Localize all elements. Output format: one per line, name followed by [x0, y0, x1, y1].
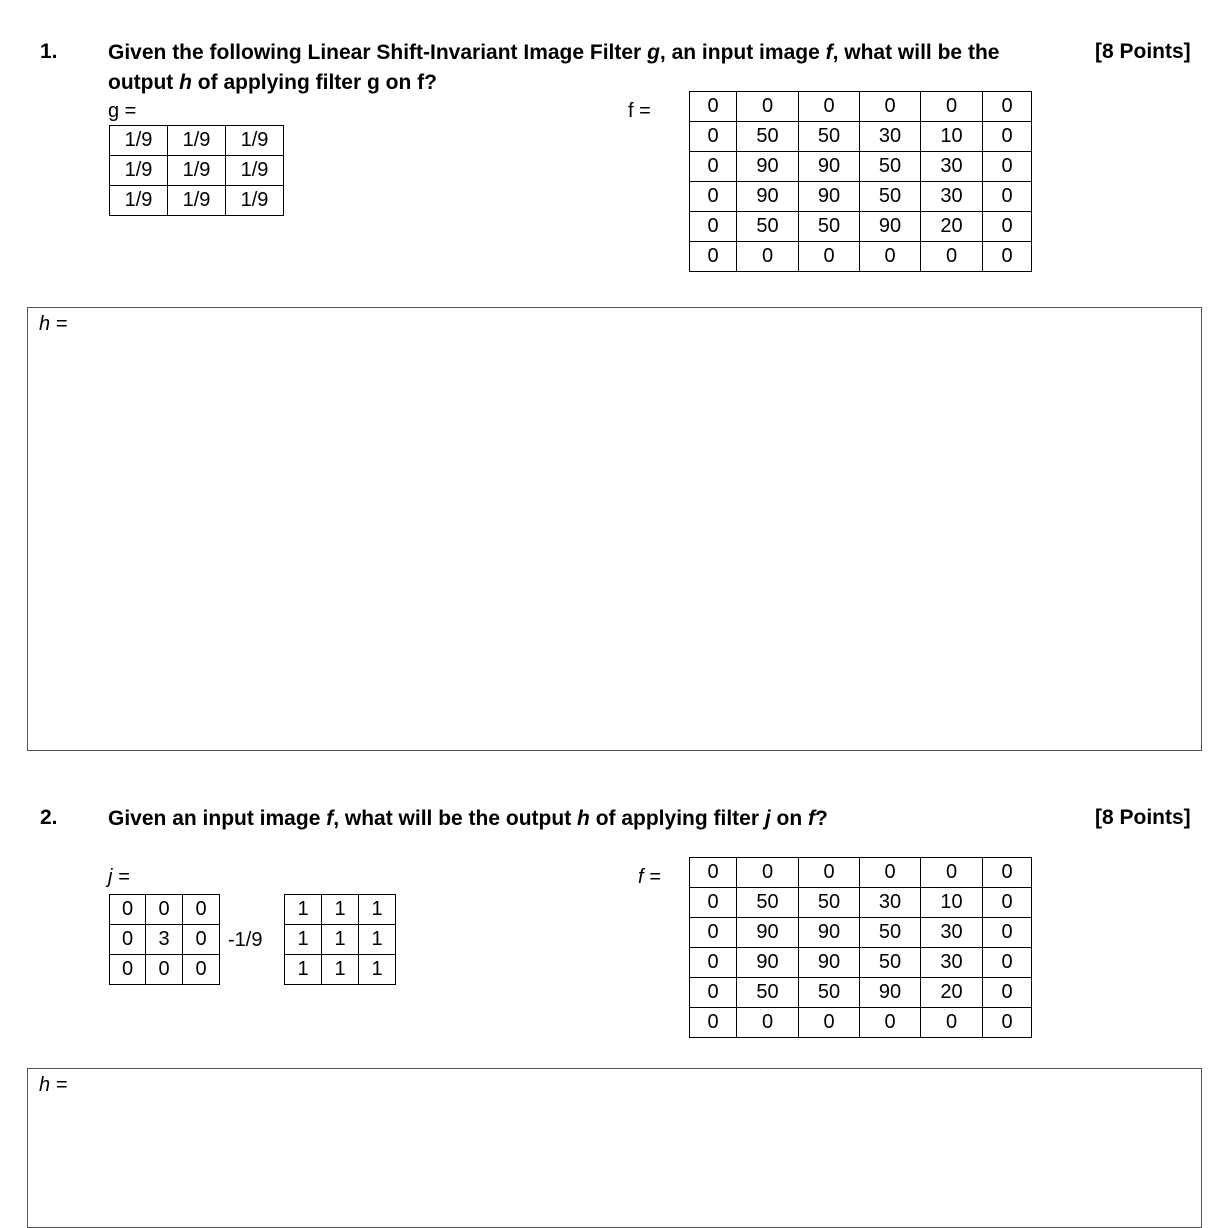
f-matrix-2-row: [690, 1008, 1032, 1038]
f-matrix-1-cell: 30: [860, 122, 921, 152]
f-matrix-1-row: [690, 152, 1032, 182]
f-matrix-2-cell: 0: [983, 1008, 1032, 1038]
f-matrix-2-cell: 0: [690, 948, 737, 978]
f-matrix-2-cell: 90: [737, 948, 799, 978]
f-matrix-1-row: [690, 242, 1032, 272]
f-matrix-1-cell: 0: [737, 242, 799, 272]
j-matrix-a-cell: 0: [110, 925, 146, 955]
j-matrix-b-cell: 1: [285, 955, 322, 985]
j-matrix-a-cell: 0: [110, 955, 146, 985]
f-matrix-1-row: [690, 92, 1032, 122]
f-matrix-1-cell: 20: [921, 212, 983, 242]
f-matrix-2-cell: 50: [737, 888, 799, 918]
j-matrix-b-cell: 1: [322, 925, 359, 955]
f-matrix-1-cell: 0: [690, 182, 737, 212]
question-1-line-2: output h of applying filter g on f?: [108, 71, 437, 94]
j-matrix-b-row: [285, 955, 396, 985]
g-matrix-cell: 1/9: [168, 156, 226, 186]
f-matrix-2-cell: 0: [799, 858, 860, 888]
g-matrix-cell: 1/9: [110, 156, 168, 186]
j-matrix-a-cell: 0: [146, 955, 183, 985]
answer-label-2: h =: [39, 1074, 68, 1096]
f-matrix-2-cell: 20: [921, 978, 983, 1008]
f-matrix-2-cell: 10: [921, 888, 983, 918]
f-matrix-1-cell: 0: [921, 92, 983, 122]
j-matrix-b-cell: 1: [359, 895, 396, 925]
f-matrix-2-cell: 50: [737, 978, 799, 1008]
f-matrix-2-cell: 0: [690, 918, 737, 948]
f-matrix-2-cell: 30: [860, 888, 921, 918]
f-matrix-1-cell: 50: [799, 122, 860, 152]
f-matrix-1-cell: 0: [690, 92, 737, 122]
question-1-number: 1.: [40, 40, 58, 63]
f-matrix-1-cell: 90: [799, 152, 860, 182]
f-matrix-1-cell: 90: [737, 152, 799, 182]
g-matrix-row: [110, 156, 284, 186]
g-matrix-row: [110, 186, 284, 216]
j-matrix-a-cell: 3: [146, 925, 183, 955]
j-matrix-a-cell: 0: [146, 895, 183, 925]
f-matrix-1-cell: 30: [921, 182, 983, 212]
g-matrix-cell: 1/9: [110, 126, 168, 156]
g-label: g =: [108, 100, 137, 122]
f-matrix-1-cell: 0: [799, 242, 860, 272]
question-2-text: Given an input image f, what will be the output h of applying filter j on f?: [108, 807, 828, 830]
j-matrix-a-row: [110, 895, 220, 925]
f-label-1: f =: [628, 100, 651, 122]
f-matrix-1-cell: 10: [921, 122, 983, 152]
j-matrix-a-cell: 0: [183, 895, 220, 925]
f-matrix-1-cell: 90: [737, 182, 799, 212]
j-matrix-a-cell: 0: [183, 925, 220, 955]
f-matrix-1-cell: 50: [860, 182, 921, 212]
f-matrix-1-cell: 90: [799, 182, 860, 212]
f-matrix-1-cell: 0: [983, 122, 1032, 152]
j-matrix-a-cell: 0: [110, 895, 146, 925]
j-label: j =: [108, 866, 130, 888]
f-matrix-2-cell: 0: [799, 1008, 860, 1038]
f-matrix-1-cell: 0: [690, 242, 737, 272]
j-matrix-b-cell: 1: [322, 895, 359, 925]
f-matrix-1-cell: 0: [690, 152, 737, 182]
j-matrix-b-cell: 1: [359, 925, 396, 955]
g-matrix-row: [110, 126, 284, 156]
answer-label-1: h =: [39, 313, 68, 335]
j-filter-matrix-a: [109, 894, 220, 985]
f-matrix-2-cell: 0: [983, 978, 1032, 1008]
f-matrix-1-cell: 0: [983, 92, 1032, 122]
f-matrix-1-cell: 0: [860, 92, 921, 122]
question-2-points: [8 Points]: [1095, 806, 1191, 829]
question-1-line-1: Given the following Linear Shift-Invariant Image Filter g, an input image f, what will be the: [108, 41, 1000, 64]
f-matrix-2-row: [690, 918, 1032, 948]
g-matrix-cell: 1/9: [110, 186, 168, 216]
f-matrix-1-cell: 50: [799, 212, 860, 242]
f-matrix-1-cell: 0: [737, 92, 799, 122]
f-matrix-2-cell: 0: [921, 858, 983, 888]
f-matrix-2-cell: 0: [737, 1008, 799, 1038]
g-matrix-cell: 1/9: [168, 126, 226, 156]
f-matrix-2-cell: 50: [860, 948, 921, 978]
j-matrix-a-cell: 0: [183, 955, 220, 985]
f-matrix-1-cell: 90: [860, 212, 921, 242]
f-matrix-1-cell: 50: [737, 122, 799, 152]
f-matrix-2-cell: 90: [799, 918, 860, 948]
f-matrix-2-cell: 30: [921, 918, 983, 948]
f-matrix-2-cell: 0: [737, 858, 799, 888]
f-matrix-1-cell: 0: [799, 92, 860, 122]
question-1-points: [8 Points]: [1095, 40, 1191, 63]
f-matrix-1-cell: 0: [690, 212, 737, 242]
f-matrix-1-row: [690, 122, 1032, 152]
f-matrix-1-cell: 0: [860, 242, 921, 272]
f-matrix-2-row: [690, 858, 1032, 888]
f-matrix-2-cell: 0: [983, 888, 1032, 918]
j-matrix-b-cell: 1: [285, 925, 322, 955]
f-matrix-2-row: [690, 948, 1032, 978]
f-matrix-2-cell: 0: [690, 858, 737, 888]
f-matrix-2-row: [690, 888, 1032, 918]
f-matrix-2-cell: 0: [860, 1008, 921, 1038]
f-matrix-2-cell: 0: [921, 1008, 983, 1038]
f-matrix-2-cell: 0: [860, 858, 921, 888]
f-matrix-1-cell: 0: [983, 242, 1032, 272]
j-matrix-a-row: [110, 925, 220, 955]
f-matrix-1-cell: 0: [983, 152, 1032, 182]
answer-box-2[interactable]: [27, 1068, 1202, 1228]
f-matrix-1-cell: 0: [690, 122, 737, 152]
j-matrix-b-cell: 1: [285, 895, 322, 925]
g-matrix-cell: 1/9: [226, 126, 284, 156]
f-label-2: f =: [638, 866, 661, 888]
f-matrix-1-cell: 0: [983, 212, 1032, 242]
f-matrix-1-cell: 30: [921, 152, 983, 182]
f-matrix-2-cell: 0: [690, 978, 737, 1008]
g-matrix-cell: 1/9: [168, 186, 226, 216]
f-matrix-2-cell: 50: [799, 888, 860, 918]
f-matrix-2-cell: 50: [799, 978, 860, 1008]
f-matrix-2-cell: 0: [690, 1008, 737, 1038]
f-matrix-1-cell: 50: [860, 152, 921, 182]
j-matrix-b-row: [285, 925, 396, 955]
f-matrix-2-cell: 90: [860, 978, 921, 1008]
j-matrix-b-row: [285, 895, 396, 925]
f-matrix-2-cell: 30: [921, 948, 983, 978]
j-matrix-b-cell: 1: [359, 955, 396, 985]
f-matrix-2-cell: 90: [799, 948, 860, 978]
j-matrix-a-row: [110, 955, 220, 985]
f-matrix-2-row: [690, 978, 1032, 1008]
f-matrix-1-cell: 0: [921, 242, 983, 272]
f-input-matrix-2: [689, 857, 1032, 1038]
f-matrix-2-cell: 50: [860, 918, 921, 948]
f-input-matrix-1: [689, 91, 1032, 272]
f-matrix-1-row: [690, 182, 1032, 212]
f-matrix-2-cell: 90: [737, 918, 799, 948]
question-2-number: 2.: [40, 806, 58, 829]
question-1-text: [108, 38, 999, 98]
g-matrix-cell: 1/9: [226, 156, 284, 186]
j-matrix-b-cell: 1: [322, 955, 359, 985]
g-filter-matrix: [109, 125, 284, 216]
f-matrix-2-cell: 0: [983, 918, 1032, 948]
f-matrix-2-cell: 0: [690, 888, 737, 918]
j-operator: -1/9: [228, 929, 263, 951]
j-filter-matrix-b: [284, 894, 396, 985]
f-matrix-2-cell: 0: [983, 948, 1032, 978]
f-matrix-1-row: [690, 212, 1032, 242]
f-matrix-2-cell: 0: [983, 858, 1032, 888]
g-matrix-cell: 1/9: [226, 186, 284, 216]
f-matrix-1-cell: 50: [737, 212, 799, 242]
f-matrix-1-cell: 0: [983, 182, 1032, 212]
answer-box-1[interactable]: [27, 307, 1202, 751]
